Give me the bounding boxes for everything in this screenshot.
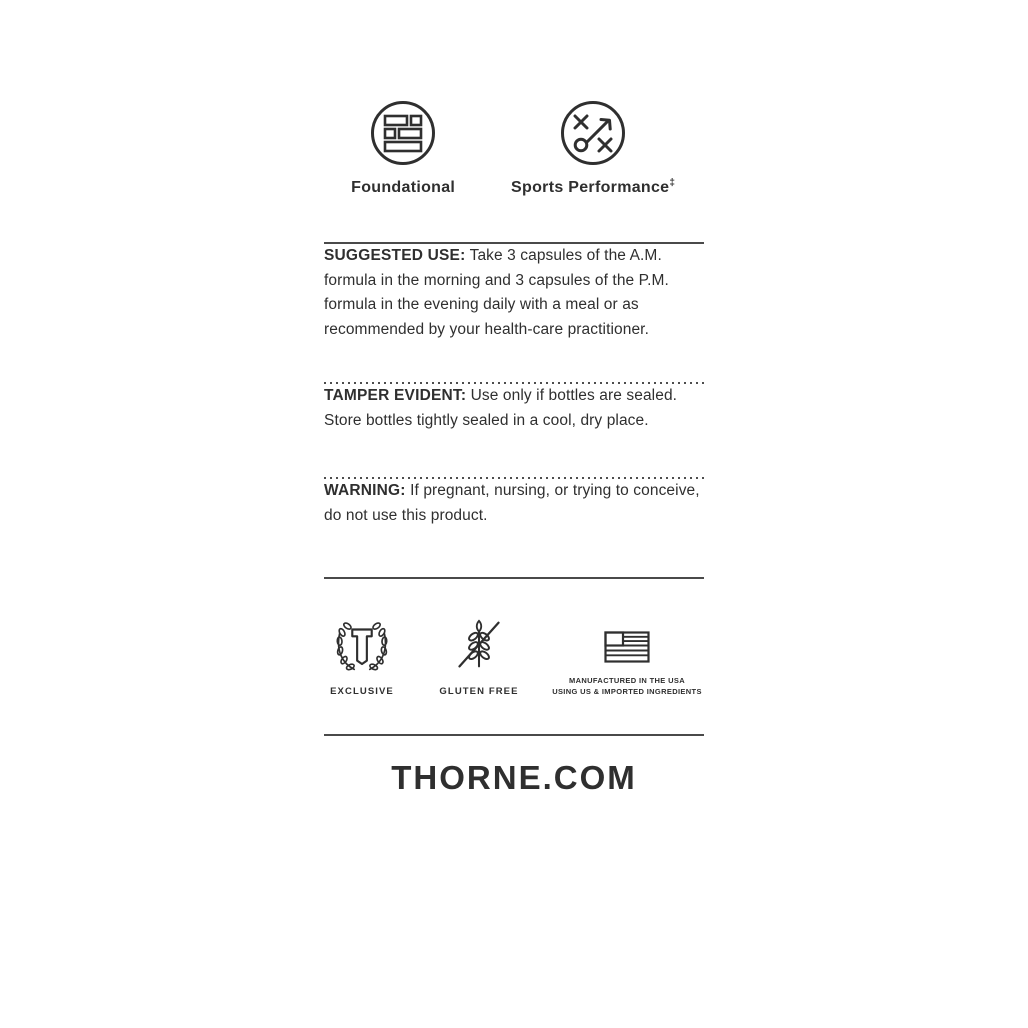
section-heading: WARNING: [324, 482, 406, 499]
divider-line [324, 734, 704, 736]
made-in-usa-badge [549, 631, 705, 697]
thorne-exclusive-badge [324, 621, 400, 697]
section-body: Use only if bottles are sealed. Store bottles tightly sealed in a cool, dry place. [324, 387, 678, 429]
section-body: Take 3 capsules of the A.M. formula in the morning and 3 capsules of the P.M. formula in the evening daily with a meal or as recommended by your health-care practitioner. [324, 247, 669, 338]
category-sports-performance [482, 100, 704, 197]
made-in-usa-line1: MANUFACTURED IN THE USA [569, 676, 685, 685]
tamper-evident-section [324, 384, 704, 433]
category-foundational [324, 100, 482, 197]
made-in-usa-text [552, 676, 702, 697]
section-heading: SUGGESTED USE: [324, 247, 466, 264]
gluten-free-icon [453, 617, 505, 678]
supplement-label-back [324, 0, 704, 797]
sports-performance-icon [560, 100, 626, 166]
section-heading: TAMPER EVIDENT: [324, 387, 467, 404]
foundational-icon [370, 100, 436, 166]
double-dagger-sup: ‡ [669, 177, 676, 189]
website-url: THORNE.COM [391, 759, 637, 796]
category-label: Foundational [351, 179, 456, 196]
category-row [324, 100, 704, 197]
divider-line [324, 577, 704, 579]
usa-flag-icon [604, 631, 650, 668]
warning-section [324, 479, 704, 528]
certification-row [324, 617, 704, 697]
made-in-usa-line2: USING US & IMPORTED INGREDIENTS [552, 686, 702, 696]
exclusive-label: EXCLUSIVE [330, 686, 394, 697]
category-label: Sports Performance‡ [511, 177, 676, 196]
gluten-free-label: GLUTEN FREE [439, 686, 519, 697]
suggested-use-section [324, 244, 704, 342]
gluten-free-badge [434, 617, 524, 697]
section-body: If pregnant, nursing, or trying to conceive, do not use this product. [324, 482, 700, 524]
thorne-t-laurel-icon [327, 621, 397, 678]
